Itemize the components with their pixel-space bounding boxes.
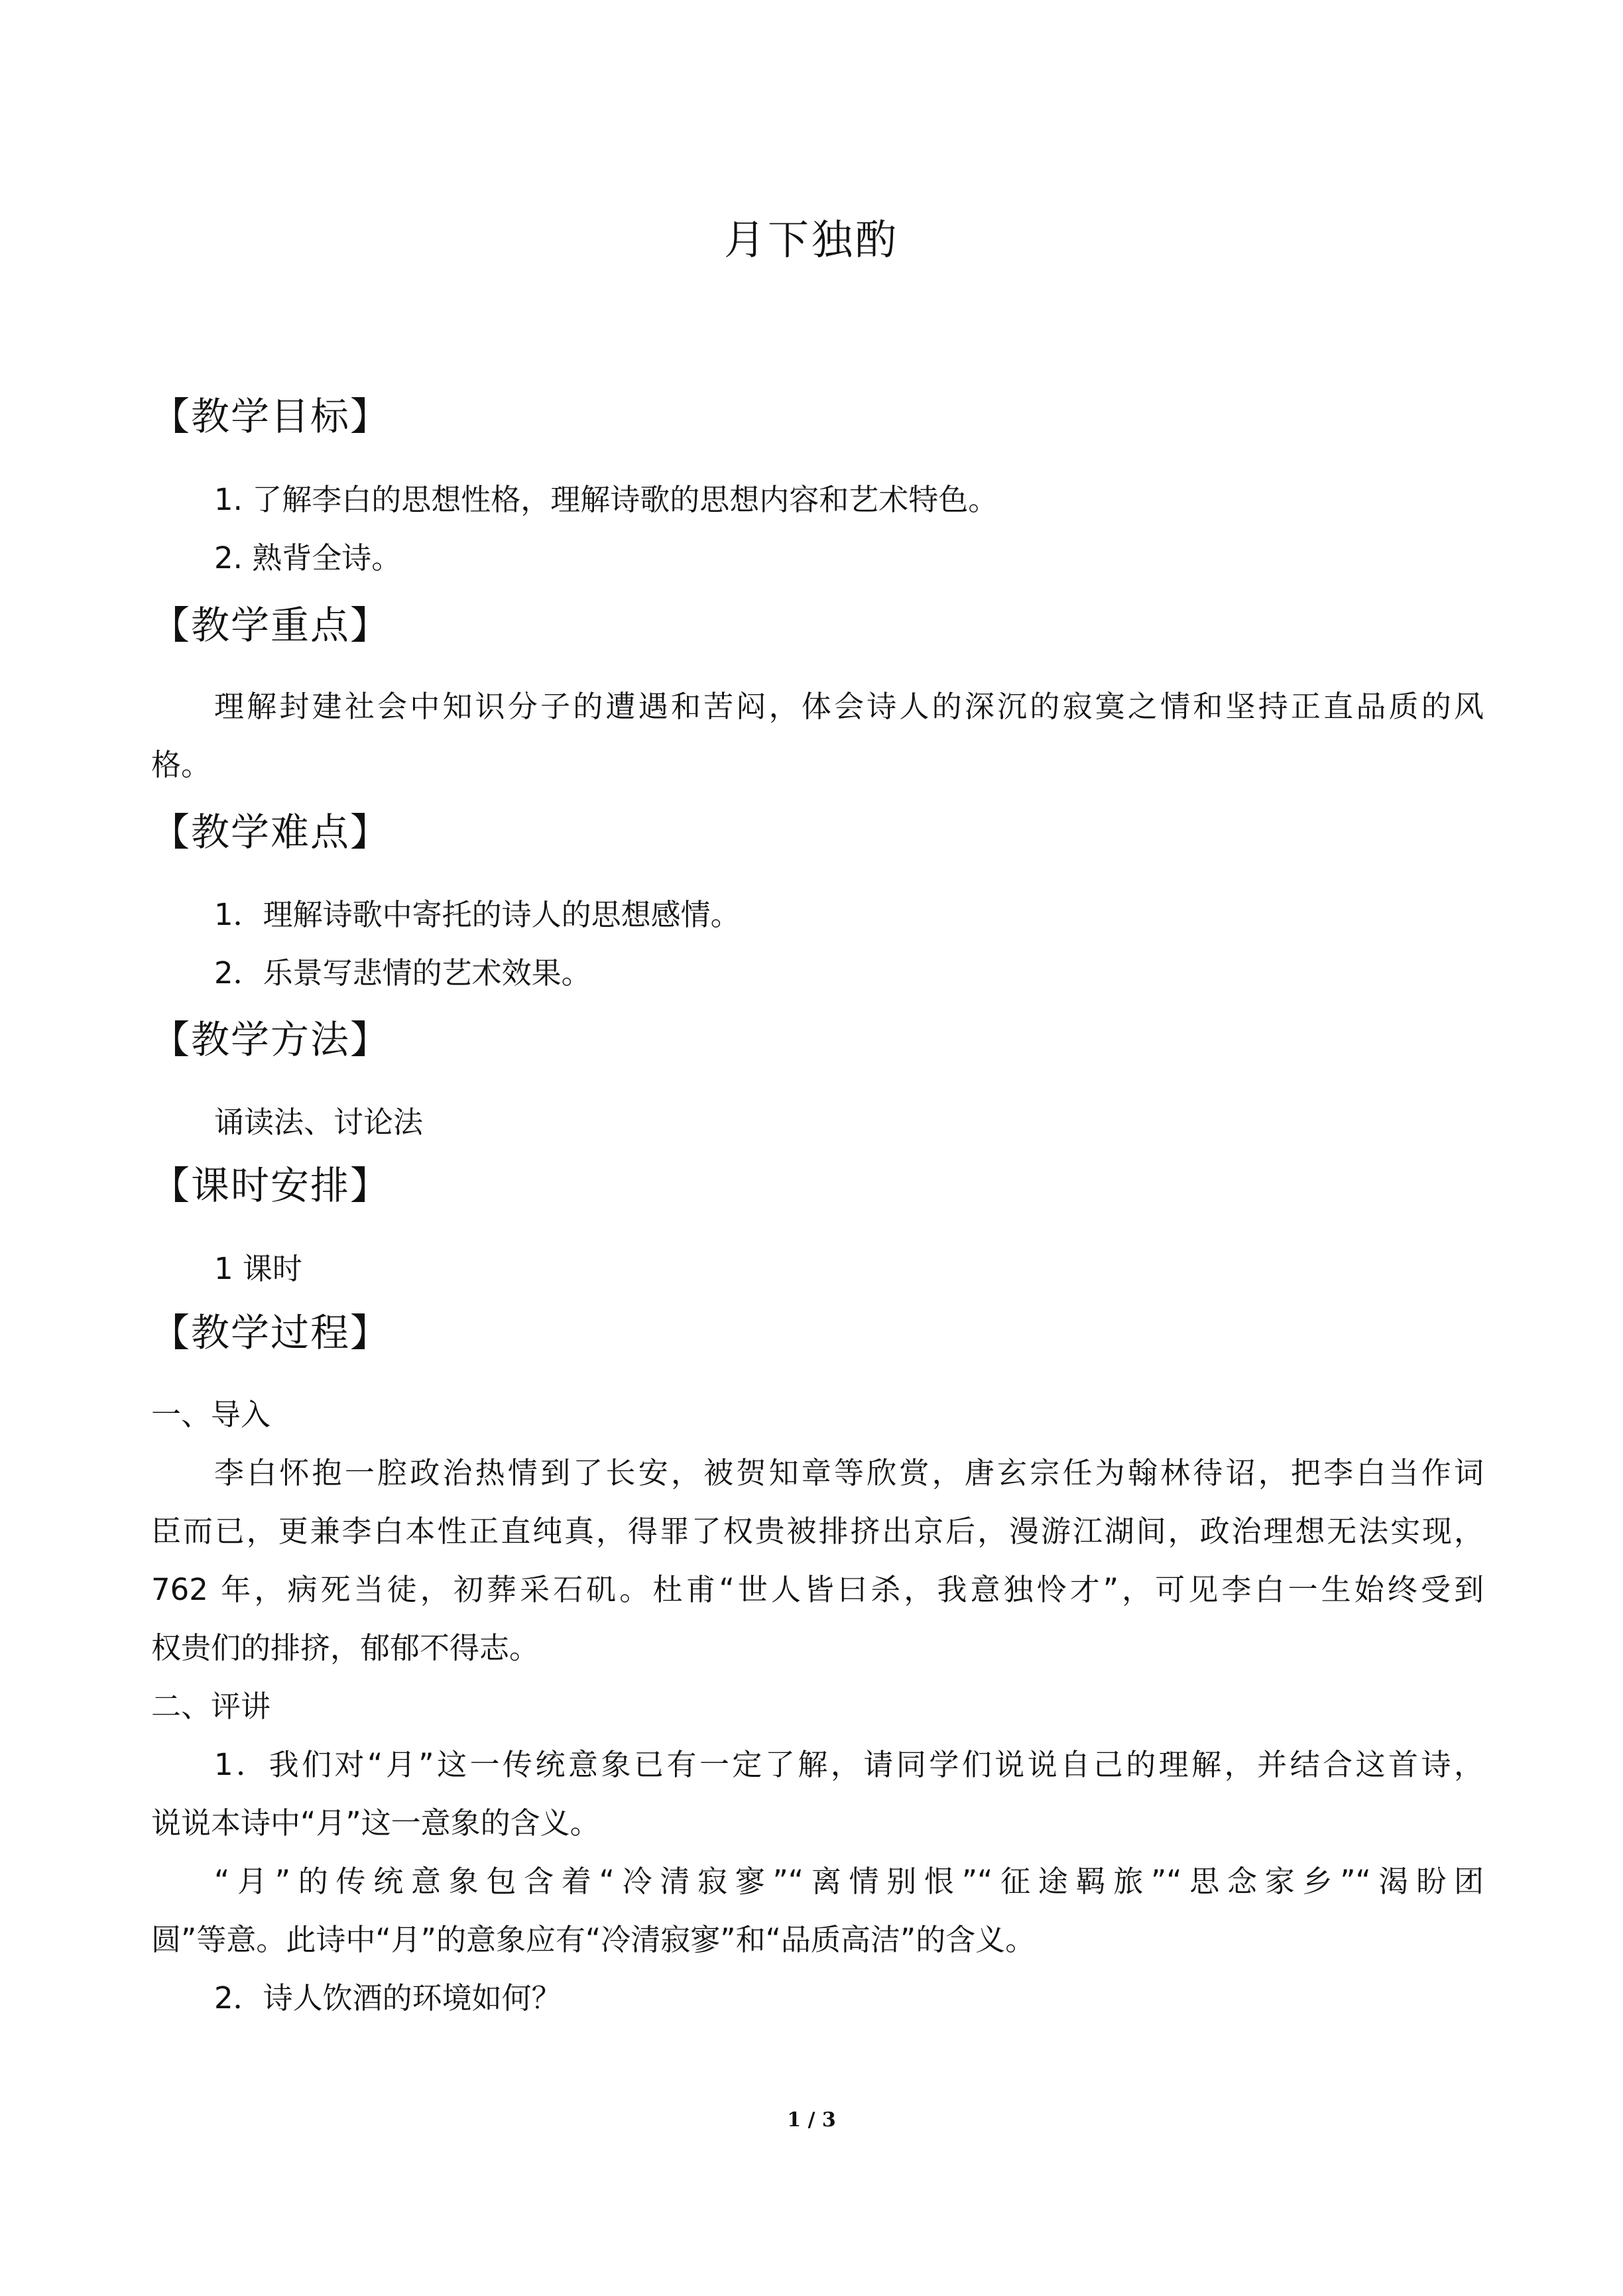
part2-question-1-line-1: 1．我们对“月”这一传统意象已有一定了解，请同学们说说自己的理解，并结合这首诗， bbox=[214, 1747, 1484, 1782]
key-points-line-2: 格。 bbox=[151, 747, 211, 782]
schedule-text: 1 课时 bbox=[214, 1251, 302, 1286]
objective-item-1: 1. 了解李白的思想性格，理解诗歌的思想内容和艺术特色。 bbox=[214, 482, 998, 517]
part1-line-3: 762 年，病死当徒，初葬采石矶。杜甫“世人皆曰杀，我意独怜才”，可见李白一生始终受到 bbox=[151, 1572, 1484, 1607]
part2-question-2: 2．诗人饮酒的环境如何？ bbox=[214, 1980, 562, 2016]
part2-answer-1-line-2: 圆”等意。此诗中“月”的意象应有“冷清寂寥”和“品质高洁”的含义。 bbox=[151, 1922, 1036, 1957]
objective-item-2: 2. 熟背全诗。 bbox=[214, 540, 402, 575]
heading-process: 【教学过程】 bbox=[151, 1310, 391, 1355]
part1-line-1: 李白怀抱一腔政治热情到了长安，被贺知章等欣赏，唐玄宗任为翰林待诏，把李白当作词 bbox=[214, 1455, 1484, 1490]
part1-line-4: 权贵们的排挤，郁郁不得志。 bbox=[151, 1630, 540, 1665]
difficulty-item-1: 1．理解诗歌中寄托的诗人的思想感情。 bbox=[214, 897, 741, 932]
part2-question-1-line-2: 说说本诗中“月”这一意象的含义。 bbox=[151, 1805, 600, 1841]
heading-difficulties: 【教学难点】 bbox=[151, 810, 391, 855]
part1-line-2: 臣而已，更兼李白本性正直纯真，得罪了权贵被排挤出京后，漫游江湖间，政治理想无法实现， bbox=[151, 1514, 1484, 1549]
heading-schedule: 【课时安排】 bbox=[151, 1163, 391, 1208]
heading-key-points: 【教学重点】 bbox=[151, 603, 391, 648]
methods-text: 诵读法、讨论法 bbox=[214, 1105, 424, 1140]
key-points-line-1: 理解封建社会中知识分子的遭遇和苦闷，体会诗人的深沉的寂寞之情和坚持正直品质的风 bbox=[214, 689, 1484, 724]
heading-methods: 【教学方法】 bbox=[151, 1017, 391, 1062]
part2-answer-1-line-1: “月”的传统意象包含着“冷清寂寥”“离情别恨”“征途羁旅”“思念家乡”“渴盼团 bbox=[214, 1864, 1484, 1899]
process-part2-title: 二、评讲 bbox=[151, 1689, 271, 1724]
difficulty-item-2: 2．乐景写悲情的艺术效果。 bbox=[214, 955, 591, 991]
document-title: 月下独酌 bbox=[723, 215, 899, 264]
page-indicator: 1 / 3 bbox=[787, 2108, 836, 2132]
heading-objectives: 【教学目标】 bbox=[151, 394, 391, 439]
process-part1-title: 一、导入 bbox=[151, 1397, 271, 1432]
